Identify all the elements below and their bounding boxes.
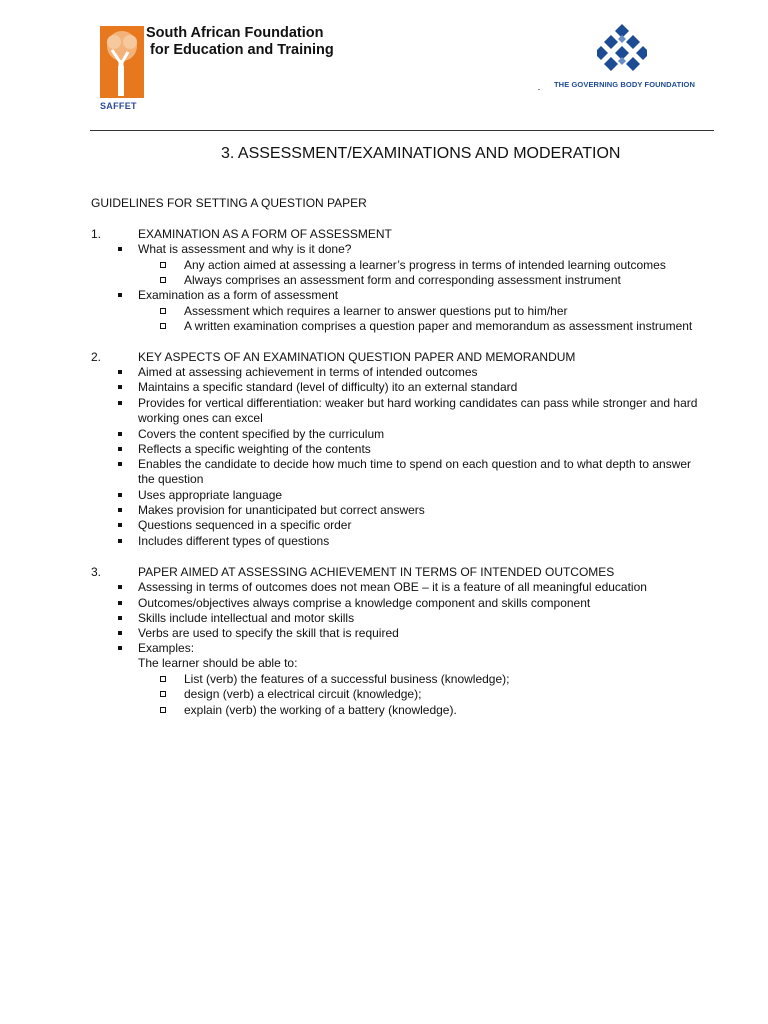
square-bullet-icon: [118, 539, 122, 543]
square-bullet-icon: [118, 585, 122, 589]
square-bullet-icon: [118, 293, 122, 297]
section-number: 3.: [91, 565, 102, 579]
saffet-caption: SAFFET: [100, 101, 137, 111]
square-bullet-icon: [118, 462, 122, 466]
square-bullet-icon: [118, 646, 122, 650]
hollow-square-bullet-icon: [160, 308, 166, 314]
square-bullet-icon: [118, 523, 122, 527]
examples-intro: The learner should be able to:: [138, 656, 298, 670]
foundation-name: [146, 25, 334, 59]
hollow-square-bullet-icon: [160, 277, 166, 283]
square-bullet-icon: [118, 370, 122, 374]
section-title: KEY ASPECTS OF AN EXAMINATION QUESTION PAPER AND MEMORANDUM: [138, 350, 576, 364]
section-subtitle: GUIDELINES FOR SETTING A QUESTION PAPER: [91, 196, 367, 210]
square-bullet-icon: [118, 601, 122, 605]
square-bullet-icon: [118, 493, 122, 497]
governing-body-foundation-logo: [597, 24, 647, 74]
page-title: 3. ASSESSMENT/EXAMINATIONS AND MODERATION: [221, 145, 621, 162]
foundation-name-line2: for Education and Training: [146, 42, 334, 58]
square-bullet-icon: [118, 616, 122, 620]
section-title: EXAMINATION AS A FORM OF ASSESSMENT: [138, 227, 392, 241]
square-bullet-icon: [118, 432, 122, 436]
hollow-square-bullet-icon: [160, 262, 166, 268]
square-bullet-icon: [118, 385, 122, 389]
page-header: [0, 0, 768, 135]
square-bullet-icon: [118, 631, 122, 635]
square-bullet-icon: [118, 401, 122, 405]
square-bullet-icon: [118, 508, 122, 512]
hollow-square-bullet-icon: [160, 323, 166, 329]
section-number: 1.: [91, 227, 102, 241]
square-bullet-icon: [118, 247, 122, 251]
section-number: 2.: [91, 350, 102, 364]
governing-body-foundation-caption: THE GOVERNING BODY FOUNDATION: [554, 80, 695, 89]
saffet-tree-logo: [100, 26, 144, 98]
square-bullet-icon: [118, 447, 122, 451]
decorative-dot: [538, 89, 540, 90]
foundation-name-line1: South African Foundation: [146, 25, 324, 41]
section-title: PAPER AIMED AT ASSESSING ACHIEVEMENT IN TERMS OF INTENDED OUTCOMES: [138, 565, 615, 579]
header-divider: [90, 130, 714, 131]
hollow-square-bullet-icon: [160, 707, 166, 713]
hollow-square-bullet-icon: [160, 676, 166, 682]
hollow-square-bullet-icon: [160, 691, 166, 697]
